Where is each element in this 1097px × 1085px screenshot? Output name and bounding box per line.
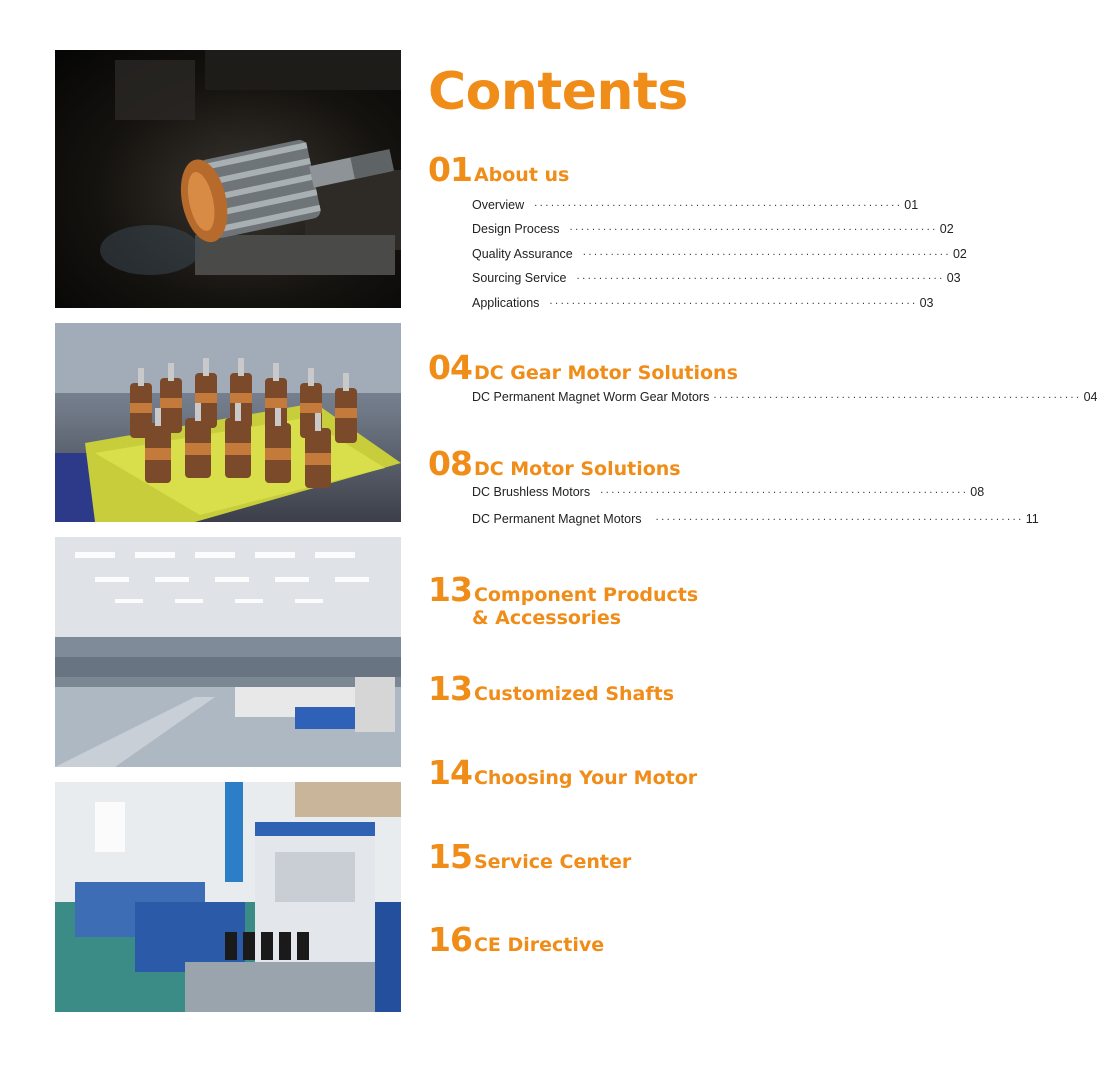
toc-item-page: 02 (939, 222, 954, 236)
toc-item-label: Overview (472, 198, 525, 212)
toc-item-page: 04 (1083, 390, 1097, 404)
section-number: 15 (428, 837, 472, 876)
section-number: 13 (428, 570, 472, 609)
section-title: About us (473, 164, 570, 186)
dot-leader: ·································································· (655, 515, 1024, 526)
toc-item-label: Quality Assurance (472, 247, 573, 261)
photo-motor-armature (55, 50, 401, 308)
section-title: Component Products (473, 584, 699, 606)
toc-item-page: 01 (904, 198, 919, 212)
section-heading-ce-directive[interactable] (428, 920, 604, 959)
toc-item-page: 11 (1025, 512, 1039, 526)
section-title: DC Motor Solutions (473, 458, 681, 480)
toc-item-worm-gear-motors[interactable] (472, 390, 1097, 408)
toc-item-label: DC Permanent Magnet Worm Gear Motors (472, 390, 710, 404)
dot-leader: ·································································· (549, 299, 918, 310)
toc-item-applications[interactable] (472, 296, 934, 314)
toc-item-page: 02 (952, 247, 967, 261)
toc-item-design-process[interactable] (472, 222, 954, 240)
toc-item-page: 03 (919, 296, 934, 310)
section-number: 14 (428, 753, 472, 792)
section-heading-customized-shafts[interactable] (428, 669, 674, 708)
toc-item-label: Applications (472, 296, 540, 310)
section-heading-dc-gear-motor-solutions[interactable] (428, 348, 738, 387)
section-heading-about-us[interactable] (428, 150, 569, 189)
section-heading-choosing-your-motor[interactable] (428, 753, 697, 792)
toc-item-dc-brushless-motors[interactable] (472, 485, 985, 503)
section-heading-component-products[interactable] (428, 570, 698, 609)
toc-item-label: Design Process (472, 222, 560, 236)
dot-leader: ·································································· (569, 225, 938, 236)
photo-armature-tray (55, 323, 401, 522)
section-title-line2: & Accessories (472, 607, 622, 629)
section-heading-service-center[interactable] (428, 837, 631, 876)
toc-item-sourcing-service[interactable] (472, 271, 961, 289)
section-title: Service Center (473, 851, 632, 873)
toc-item-label: DC Brushless Motors (472, 485, 591, 499)
section-title: DC Gear Motor Solutions (473, 362, 738, 384)
toc-item-page: 08 (970, 485, 985, 499)
photo-factory-floor (55, 537, 401, 767)
toc-item-label: DC Permanent Magnet Motors (472, 512, 642, 526)
section-title: Customized Shafts (473, 683, 675, 705)
section-heading-dc-motor-solutions[interactable] (428, 444, 681, 483)
dot-leader: ·································································· (713, 393, 1082, 404)
section-title: CE Directive (473, 934, 605, 956)
toc-item-overview[interactable] (472, 198, 919, 216)
section-number: 04 (428, 348, 472, 387)
toc-item-label: Sourcing Service (472, 271, 567, 285)
dot-leader: ·································································· (576, 274, 945, 285)
dot-leader: ·································································· (534, 201, 903, 212)
section-number: 13 (428, 669, 472, 708)
dot-leader: ·································································· (582, 250, 951, 261)
section-number: 08 (428, 444, 472, 483)
section-number: 01 (428, 150, 472, 189)
toc-item-page: 03 (946, 271, 961, 285)
photo-testing-lab (55, 782, 401, 1012)
dot-leader: ·································································· (600, 488, 969, 499)
toc-item-quality-assurance[interactable] (472, 247, 967, 265)
section-title: Choosing Your Motor (473, 767, 698, 789)
toc-item-dc-permanent-magnet-motors[interactable] (472, 512, 1039, 530)
page-title: Contents (428, 62, 688, 122)
section-number: 16 (428, 920, 472, 959)
